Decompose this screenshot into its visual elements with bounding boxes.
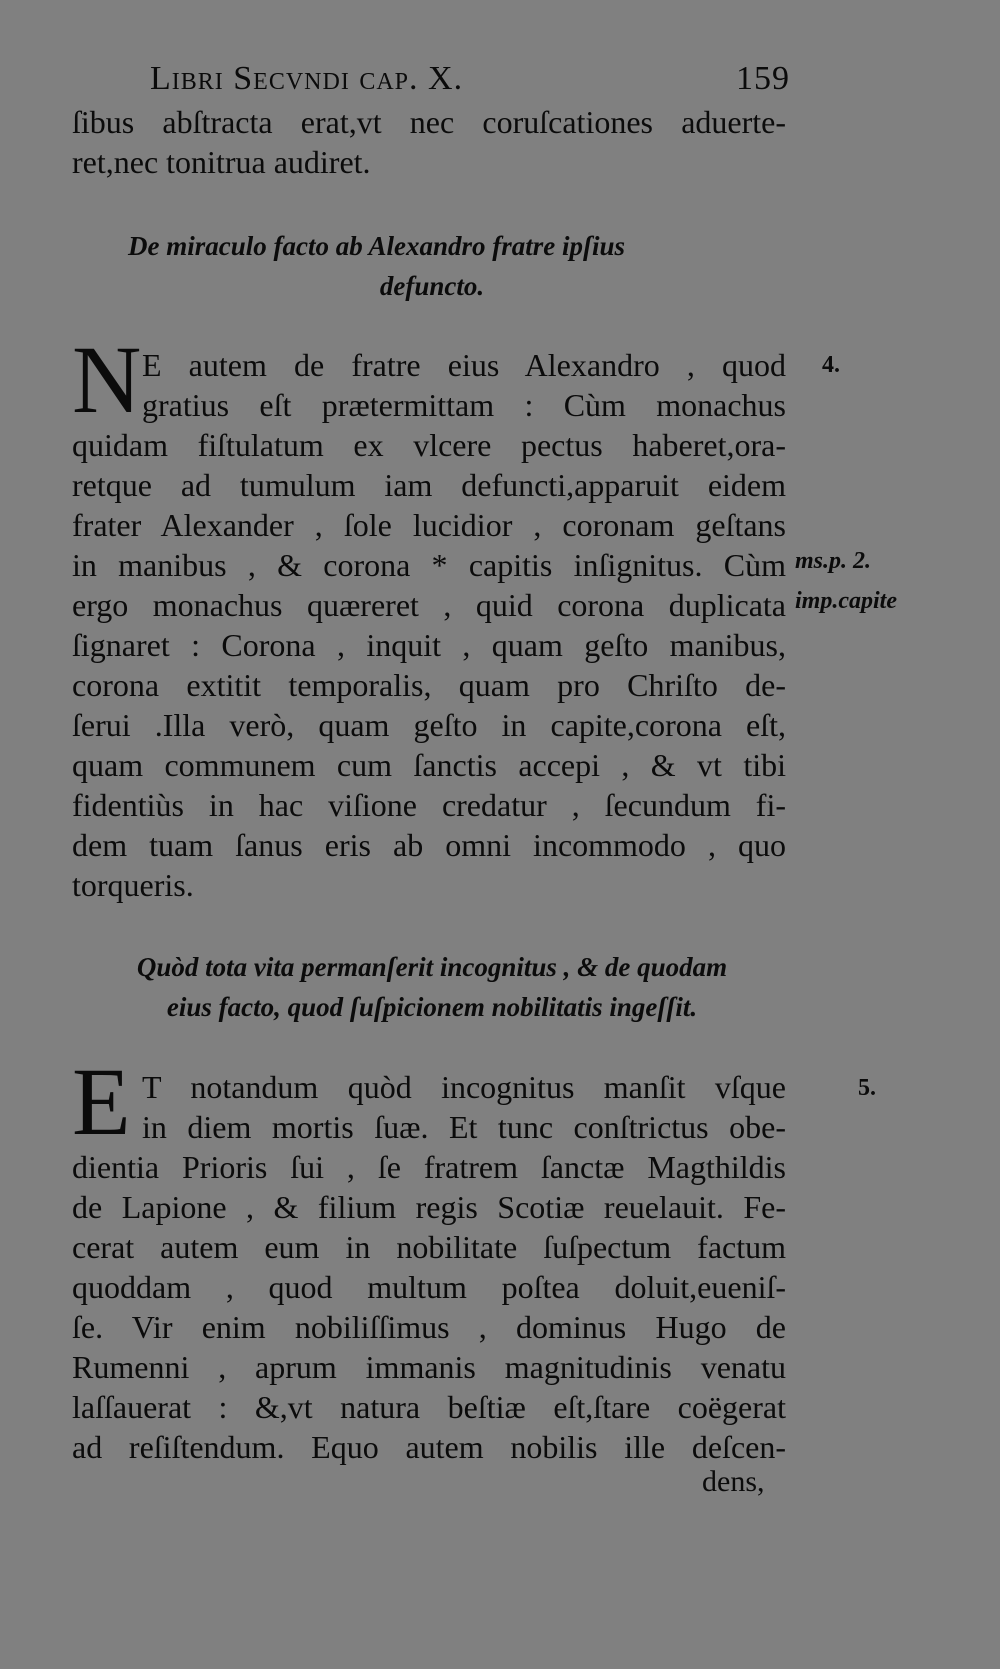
drop-cap-n: N (72, 326, 142, 433)
heading-line: De miraculo facto ab Alexandro fratre ipſius (128, 231, 625, 261)
text-line: Rumenni , aprum immanis magnitudinis venatu (72, 1349, 786, 1385)
running-title: Libri Secvndi cap. X. (150, 60, 464, 97)
catchword: dens, (702, 1465, 765, 1498)
continuation-text (72, 102, 786, 182)
text-line: retque ad tumulum iam defuncti,apparuit eidem (72, 467, 786, 503)
text-line: ad reſiſtendum. Equo autem nobilis ille deſcen- (72, 1429, 786, 1465)
heading-line: eius facto, quod ſuſpicionem nobilitatis ingeſſit. (166, 992, 698, 1022)
text-line: quidam fiſtulatum ex vlcere pectus haberet,ora- (72, 427, 786, 463)
page-number: 159 (736, 60, 790, 97)
text-line: E autem de fratre eius Alexandro , quod (142, 347, 786, 383)
text-line: gratius eſt prætermittam : Cùm monachus (142, 387, 786, 423)
paragraph-2 (72, 1067, 786, 1467)
text-line: ergo monachus quæreret , quid corona duplicata (72, 587, 786, 623)
section-heading-1 (72, 226, 792, 306)
text-line: in manibus , & corona * capitis inſignitus. Cùm (72, 547, 786, 583)
text-line: dem tuam ſanus eris ab omni incommodo , quo (72, 827, 786, 863)
text-line: dientia Prioris ſui , ſe fratrem ſanctæ Magthildis (72, 1149, 786, 1185)
heading-line: defuncto. (379, 271, 485, 301)
text-line: corona extitit temporalis, quam pro Chriſto de- (72, 667, 786, 703)
text-line: frater Alexander , ſole lucidior , coronam geſtans (72, 507, 786, 543)
margin-note: imp.capite (795, 588, 897, 614)
heading-line: Quòd tota vita permanſerit incognitus , & de quodam (136, 952, 728, 982)
text-line: ſignaret : Corona , inquit , quam geſto manibus, (72, 627, 786, 663)
text-line: torqueris. (72, 867, 194, 903)
margin-note: ms.p. 2. (795, 548, 872, 574)
text-line: ſibus abſtracta erat,vt nec coruſcationes aduerte- (72, 104, 786, 140)
margin-section-number-4: 4. (822, 352, 840, 378)
section-heading-2 (72, 947, 792, 1027)
text-line: ſe. Vir enim nobiliſſimus , dominus Hugo de (72, 1309, 786, 1345)
running-header (150, 60, 790, 98)
paragraph-1 (72, 345, 786, 905)
text-line: de Lapione , & filium regis Scotiæ reuelauit. Fe- (72, 1189, 786, 1225)
text-line: ret,nec tonitrua audiret. (72, 144, 371, 180)
margin-section-number-5: 5. (858, 1075, 876, 1101)
text-line: laſſauerat : &,vt natura beſtiæ eſt,ſtare coëgerat (72, 1389, 786, 1425)
text-line: quoddam , quod multum poſtea doluit,eueniſ- (72, 1269, 786, 1305)
drop-cap-e: E (72, 1048, 131, 1155)
text-line: in diem mortis ſuæ. Et tunc conſtrictus obe- (142, 1109, 786, 1145)
text-line: cerat autem eum in nobilitate ſuſpectum factum (72, 1229, 786, 1265)
text-line: quam communem cum ſanctis accepi , & vt tibi (72, 747, 786, 783)
text-line: ſerui .Illa verò, quam geſto in capite,corona eſt, (72, 707, 786, 743)
text-line: fidentiùs in hac viſione credatur , ſecundum fi- (72, 787, 786, 823)
text-line: T notandum quòd incognitus manſit vſque (142, 1069, 786, 1105)
